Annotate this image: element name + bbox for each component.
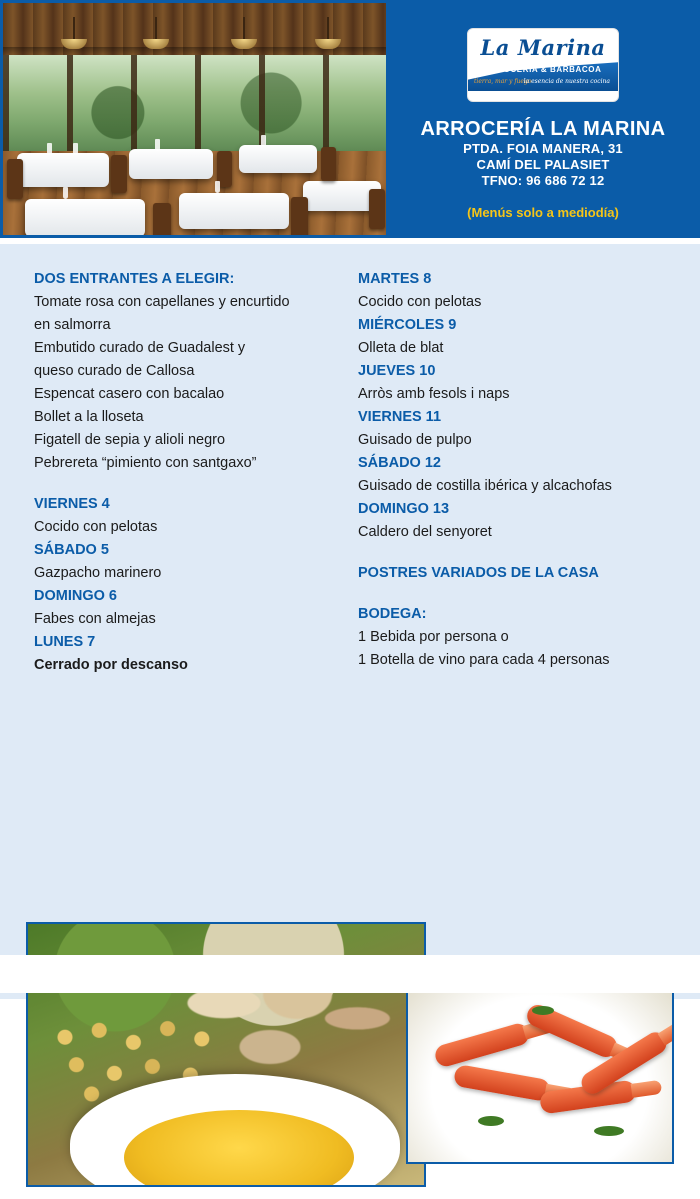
header-banner <box>0 0 700 238</box>
menu-spacer <box>358 544 658 562</box>
logo <box>467 28 619 102</box>
dining-table <box>239 145 317 173</box>
parsley-garnish <box>532 1006 554 1015</box>
menu-item: 1 Bebida por persona o <box>358 629 509 645</box>
menu-item: Caldero del senyoret <box>358 524 492 540</box>
menu-item: Tomate rosa con capellanes y encurtido <box>34 294 290 310</box>
chair <box>153 203 171 235</box>
wine-glass <box>73 143 78 155</box>
chair <box>291 197 308 235</box>
footer-bar <box>0 955 700 993</box>
menu-day-heading: VIERNES 11 <box>358 409 442 425</box>
menu-column-right <box>358 268 658 677</box>
dining-table <box>179 193 289 229</box>
wine-glass <box>261 135 266 147</box>
menu-item: 1 Botella de vino para cada 4 personas <box>358 652 610 668</box>
menu-item: Gazpacho marinero <box>34 565 162 581</box>
menu-item: Cerrado por descanso <box>34 657 188 673</box>
menu-item: Olleta de blat <box>358 340 444 356</box>
menu-day-heading: DOS ENTRANTES A ELEGIR: <box>34 271 235 287</box>
menu-day-heading: MIÉRCOLES 9 <box>358 317 457 333</box>
menu-item: Figatell de sepia y alioli negro <box>34 432 226 448</box>
menu-day-heading: SÁBADO 12 <box>358 455 441 471</box>
logo-tagline-left: tierra, mar y fuego <box>474 78 532 85</box>
menu-day-heading: POSTRES VARIADOS DE LA CASA <box>358 565 599 581</box>
menu-day-heading: MARTES 8 <box>358 271 432 287</box>
dining-table <box>25 199 145 235</box>
menu-item: Embutido curado de Guadalest y <box>34 340 246 356</box>
dining-table <box>17 153 109 187</box>
menu-item: Guisado de pulpo <box>358 432 472 448</box>
menu-day-heading: SÁBADO 5 <box>34 542 109 558</box>
menu-item: Bollet a la lloseta <box>34 409 144 425</box>
menu-item: queso curado de Callosa <box>34 363 195 379</box>
menu-item: Arròs amb fesols i naps <box>358 386 510 402</box>
logo-subtitle: ARROCERIA & BARBACOA <box>484 65 602 74</box>
restaurant-interior-photo <box>3 3 386 235</box>
wine-glass <box>215 181 220 193</box>
menu-columns <box>34 268 666 677</box>
menu-day-heading: LUNES 7 <box>34 634 96 650</box>
logo-script-text: La Marina <box>480 35 606 60</box>
menu-day-heading: BODEGA: <box>358 606 427 622</box>
menu-item: en salmorra <box>34 317 111 333</box>
dining-table <box>129 149 213 179</box>
chair <box>369 189 385 229</box>
menu-day-heading: DOMINGO 13 <box>358 501 450 517</box>
parsley-garnish <box>478 1116 504 1126</box>
chair <box>111 155 127 193</box>
menu-day-heading: JUEVES 10 <box>358 363 436 379</box>
menu-day-heading: VIERNES 4 <box>34 496 110 512</box>
chair <box>321 147 336 181</box>
header-info <box>386 0 700 238</box>
phone-number: TFNO: 96 686 72 12 <box>481 173 605 188</box>
menu-panel <box>0 244 700 999</box>
menu-item: Cocido con pelotas <box>34 519 158 535</box>
address-line-2: CAMÍ DEL PALASIET <box>476 157 610 172</box>
wine-glass <box>155 139 160 151</box>
parsley-garnish <box>594 1126 624 1136</box>
menu-item: Pebrereta “pimiento con santgaxo” <box>34 455 257 471</box>
wine-glass <box>47 143 52 155</box>
menu-item: Cocido con pelotas <box>358 294 482 310</box>
logo-tagline-right: la esencia de nuestra cocina <box>523 78 610 85</box>
menu-spacer <box>358 585 658 603</box>
menu-item: Guisado de costilla ibérica y alcachofas <box>358 478 612 494</box>
gambas-rojas-photo <box>406 974 674 1164</box>
menu-column-left <box>34 268 334 677</box>
garden-window <box>3 55 386 151</box>
menu-item: Espencat casero con bacalao <box>34 386 225 402</box>
wine-glass <box>63 187 68 199</box>
address-line-1: PTDA. FOIA MANERA, 31 <box>463 141 623 156</box>
business-name: ARROCERÍA LA MARINA <box>420 118 666 140</box>
menu-item: Fabes con almejas <box>34 611 156 627</box>
menu-spacer <box>34 475 334 493</box>
chair <box>7 159 23 199</box>
menu-schedule-note: (Menús solo a mediodía) <box>467 205 619 220</box>
menu-day-heading: DOMINGO 6 <box>34 588 117 604</box>
